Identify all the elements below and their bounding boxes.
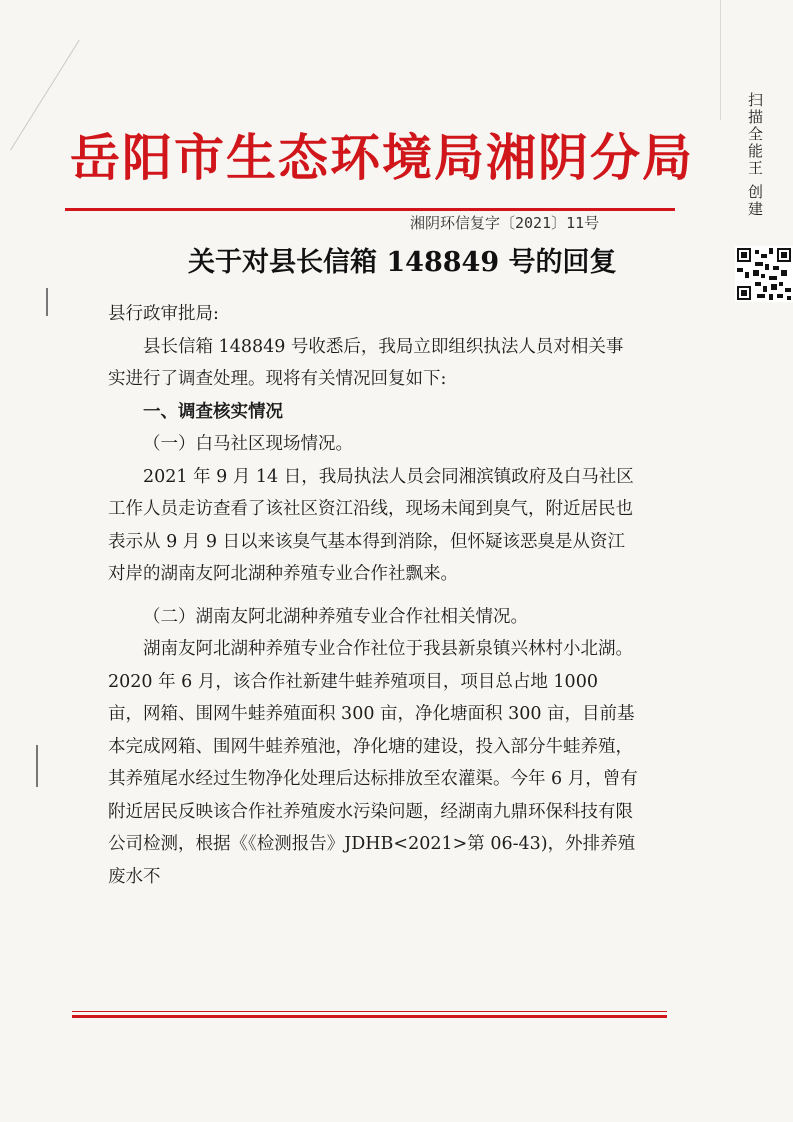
subsection-heading: （一）白马社区现场情况。 (143, 434, 353, 454)
document-number: 湘阴环信复字〔2021〕11号 (410, 214, 600, 232)
binding-mark (46, 288, 48, 316)
document-title: 关于对县长信箱 148849 号的回复 (188, 247, 617, 278)
qr-code-icon (735, 246, 793, 302)
footer-red-rule (72, 1015, 667, 1018)
scanner-watermark-text: 扫描全能王 创建 (746, 92, 764, 218)
letter-body (108, 298, 638, 893)
footer-red-rule (72, 1011, 667, 1012)
subsection-heading: （二）湖南友阿北湖种养殖专业合作社相关情况。 (143, 606, 528, 627)
intro-paragraph: 县长信箱 148849 号收悉后，我局立即组织执法人员对相关事实进行了调查处理。现将有关情况回复如下: (108, 336, 624, 389)
header-red-rule (65, 208, 675, 211)
org-header-title: 岳阳市生态环境局湘阴分局 (70, 128, 694, 187)
paragraph: 2021 年 9 月 14 日，我局执法人员会同湘滨镇政府及白马社区工作人员走访查看了该社区资江沿线，现场未闻到臭气，附近居民也表示从 9 月 9 日以来该臭气基本得到消除，但怀疑该恶臭是从资江对岸的湖南友阿北湖种养殖专业合作社飘来。 (108, 466, 634, 584)
binding-mark (36, 745, 38, 787)
salutation: 县行政审批局: (108, 304, 219, 324)
fold-crease (720, 0, 721, 120)
paragraph: 湖南友阿北湖种养殖专业合作社位于我县新泉镇兴林村小北湖。2020 年 6 月，该合作社新建牛蛙养殖项目，项目总占地 1000 亩，网箱、围网牛蛙养殖面积 300 亩，净化塘面积 300 亩，目前基本完成网箱、围网牛蛙养殖池，净化塘的建设，投入部分牛蛙养殖，其养殖尾水经过生物净化处理后达标排放至农灌渠。今年 6 月，曾有附近居民反映该合作社养殖废水污染问题，经湖南九鼎环保科技有限公司检测，根据《《检测报告》JDHB<2021>第 06-43)，外排养殖废水不 (108, 639, 638, 887)
section-heading: 一、调查核实情况 (143, 401, 283, 422)
